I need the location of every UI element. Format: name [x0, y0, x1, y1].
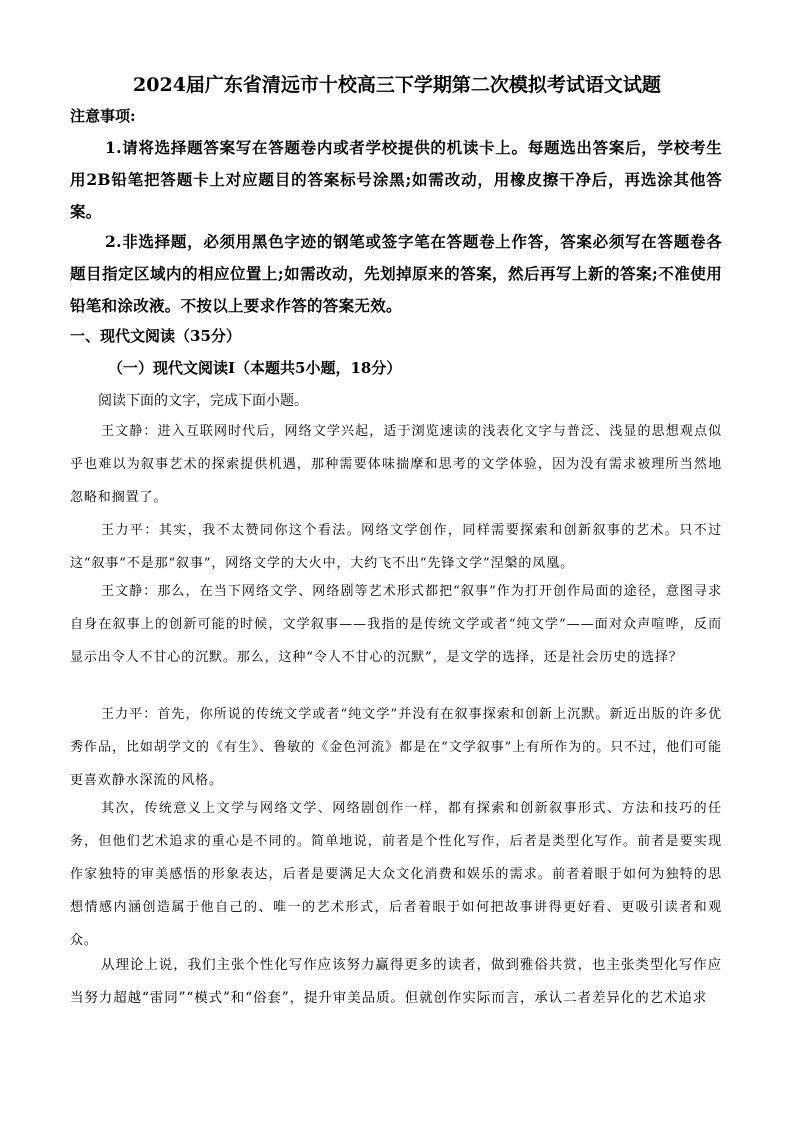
section-heading: 一、现代文阅读（35分） — [70, 327, 241, 345]
passage-paragraph-1: 王文静：进入互联网时代后，网络文学兴起，适于浏览速读的浅表化文字与普泛、浅显的思想观点似乎也难以为叙事艺术的探索提供机遇，那种需要体味揣摩和思考的文学体验，因为没有需求被理所当然地忽略和搁置了。 — [70, 424, 722, 505]
reading-instruction: 阅读下面的文字，完成下面小题。 — [98, 393, 308, 409]
subsection-heading: （一）现代文阅读Ⅰ（本题共5小题，18分） — [108, 359, 402, 377]
passage-paragraph-3: 王文静：那么，在当下网络文学、网络剧等艺术形式都把“叙事”作为打开创作局面的途径，意图寻求自身在叙事上的创新可能的时候，文学叙事——我指的是传统文学或者“纯文学”——面对众声喧哗，反而显示出令人不甘心的沉默。那么，这种“令人不甘心的沉默”，是文学的选择，还是社会历史的选择？ — [70, 584, 722, 665]
notice-item-1: 1.请将选择题答案写在答题卷内或者学校提供的机读卡上。每题选出答案后，学校考生用2B铅笔把答题卡上对应题目的答案标号涂黑;如需改动，用橡皮擦干净后，再选涂其他答案。 — [70, 138, 722, 221]
notice-heading: 注意事项: — [70, 107, 136, 125]
passage-paragraph-6: 从理论上说，我们主张个性化写作应该努力赢得更多的读者，做到雅俗共赏，也主张类型化写作应当努力超越“雷同”“模式”和“俗套”，提升审美品质。但就创作实际而言，承认二者差异化的艺术追求 — [70, 957, 722, 1006]
document-title: 2024届广东省清远市十校高三下学期第二次模拟考试语文试题 — [133, 74, 661, 96]
notice-item-2: 2.非选择题，必须用黑色字迹的钢笔或签字笔在答题卷上作答，答案必须写在答题卷各题目指定区域内的相应位置上;如需改动，先划掉原来的答案，然后再写上新的答案;不准使用铅笔和涂改液。不按以上要求作答的答案无效。 — [70, 232, 722, 315]
passage-paragraph-4: 王力平：首先，你所说的传统文学或者“纯文学”并没有在叙事探索和创新上沉默。新近出版的许多优秀作品，比如胡学文的《有生》、鲁敏的《金色河流》都是在“文学叙事”上有所作为的。只不过，他们可能更喜欢静水深流的风格。 — [70, 707, 722, 788]
passage-paragraph-2: 王力平：其实，我不太赞同你这个看法。网络文学创作，同样需要探索和创新叙事的艺术。只不过这“叙事”不是那“叙事”，网络文学的大火中，大约飞不出“先锋文学”涅槃的凤凰。 — [70, 523, 722, 571]
passage-paragraph-5: 其次，传统意义上文学与网络文学、网络剧创作一样，都有探索和创新叙事形式、方法和技巧的任务，但他们艺术追求的重心是不同的。简单地说，前者是个性化写作，后者是类型化写作。前者是要实现作家独特的审美感悟的形象表达，后者是要满足大众文化消费和娱乐的需求。前者着眼于如何为独特的思想情感内涵创造属于他自己的、唯一的艺术形式，后者着眼于如何把故事讲得更好看、更吸引读者和观众。 — [70, 801, 722, 948]
